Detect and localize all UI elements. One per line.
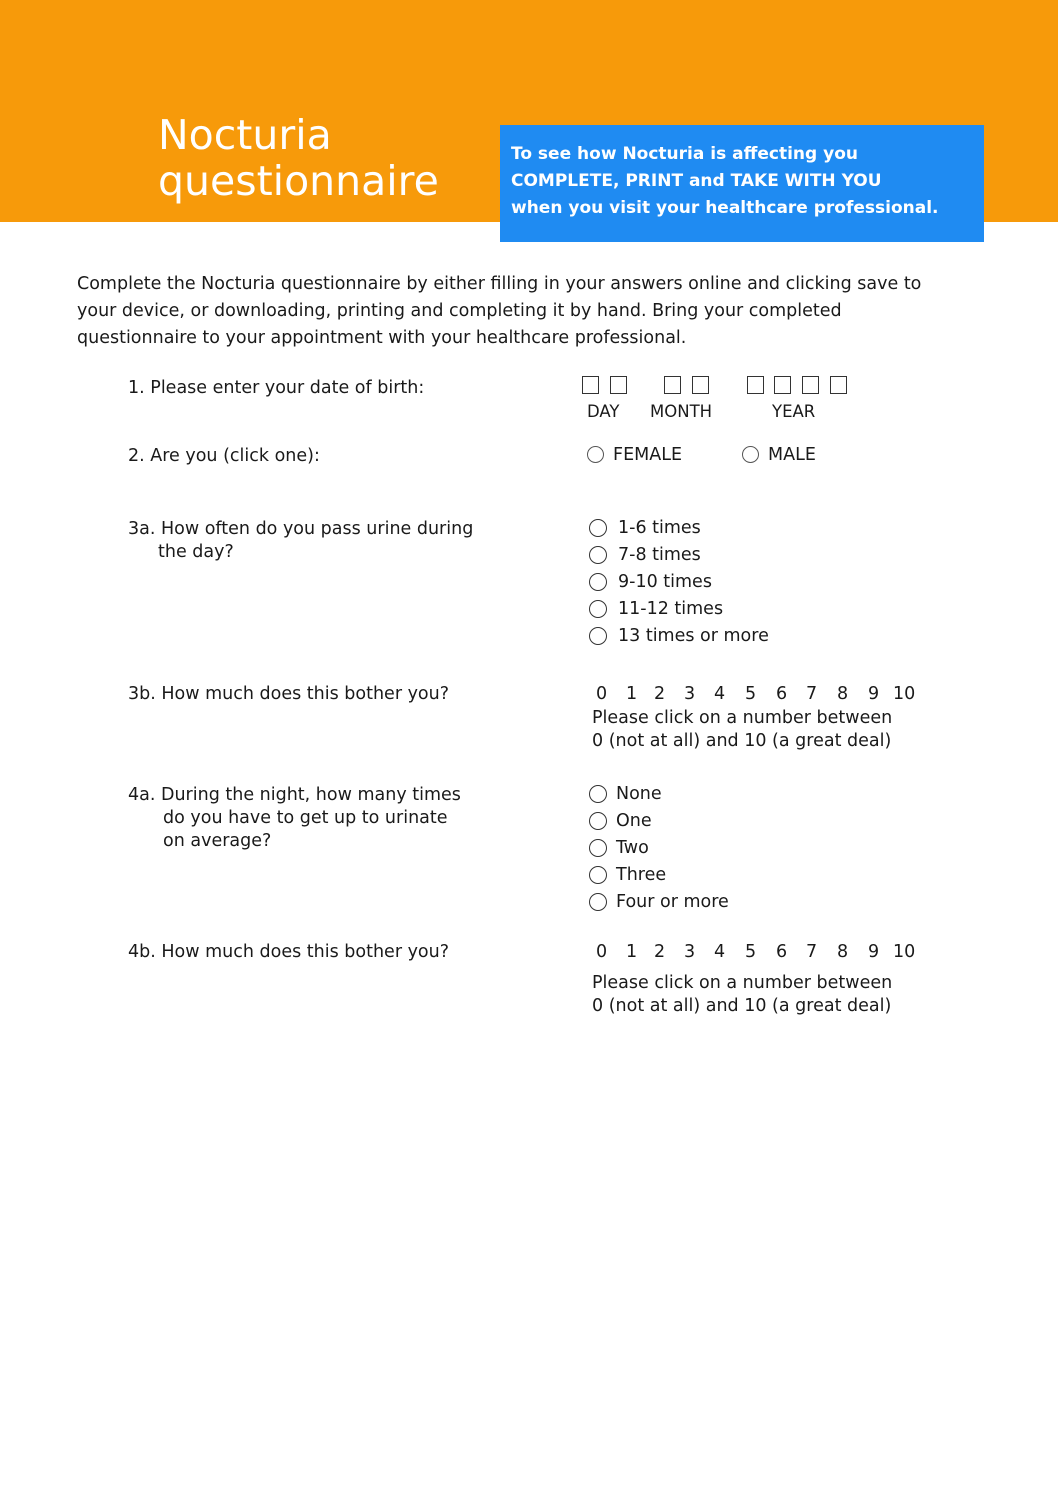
q4a-radio-three[interactable] [589,866,607,884]
q4a-radio-one[interactable] [589,812,607,830]
q4a-label-line-1: 4a. During the night, how many times [128,785,461,805]
q3b-hint-line-2: 0 (not at all) and 10 (a great deal) [592,731,892,751]
q4a-radio-two[interactable] [589,839,607,857]
dob-year-digit-3[interactable] [802,376,819,394]
q3b-scale-1[interactable]: 1 [626,684,638,704]
q3a-option-label: 11-12 times [618,599,724,619]
q4b-hint-line-2: 0 (not at all) and 10 (a great deal) [592,996,892,1016]
q3b-hint-line-1: Please click on a number between [592,708,893,728]
male-radio[interactable] [742,446,759,463]
q4a-label-line-3: on average? [163,831,272,851]
q3a-label-line-1: 3a. How often do you pass urine during [128,519,474,539]
q4a-radio-none[interactable] [589,785,607,803]
q3a-label-line-2: the day? [158,542,234,562]
intro-line: questionnaire to your appointment with your healthcare professional. [77,328,687,348]
female-radio[interactable] [587,446,604,463]
q3a-radio-9-10[interactable] [589,573,607,591]
q4b-scale-8[interactable]: 8 [837,942,849,962]
dob-month-digit-1[interactable] [664,376,681,394]
q4b-scale-2[interactable]: 2 [654,942,666,962]
q4a-label [128,784,461,853]
q4a-option-label: Two [616,838,649,858]
q3b-scale-6[interactable]: 6 [776,684,788,704]
q4b-scale-10[interactable]: 10 [893,942,916,962]
dob-year-digit-1[interactable] [747,376,764,394]
year-label: YEAR [772,402,816,421]
q4b-scale-3[interactable]: 3 [684,942,696,962]
q1-label: 1. Please enter your date of birth: [128,378,425,398]
q4b-label: 4b. How much does this bother you? [128,942,450,962]
q3a-radio-11-12[interactable] [589,600,607,618]
q3b-scale-4[interactable]: 4 [714,684,726,704]
q4b-scale-0[interactable]: 0 [596,942,608,962]
q3b-scale-9[interactable]: 9 [868,684,880,704]
q3b-scale-0[interactable]: 0 [596,684,608,704]
instruction-callout [500,125,984,242]
q3b-scale-10[interactable]: 10 [893,684,916,704]
day-label: DAY [587,402,620,421]
dob-year-digit-4[interactable] [830,376,847,394]
male-option-label: MALE [768,445,816,465]
q4a-option-label: Three [616,865,667,885]
q3a-option-label: 9-10 times [618,572,712,592]
q4a-option-label: Four or more [616,892,729,912]
q3b-scale-7[interactable]: 7 [806,684,818,704]
q3b-scale-3[interactable]: 3 [684,684,696,704]
q3a-radio-1-6[interactable] [589,519,607,537]
q4b-scale-6[interactable]: 6 [776,942,788,962]
title-line-2: questionnaire [158,157,439,205]
q3a-option-label: 7-8 times [618,545,701,565]
q4a-option-label: One [616,811,652,831]
q2-label: 2. Are you (click one): [128,446,320,466]
dob-day-digit-2[interactable] [610,376,627,394]
q4a-radio-four-plus[interactable] [589,893,607,911]
q3a-radio-7-8[interactable] [589,546,607,564]
intro-line: Complete the Nocturia questionnaire by either filling in your answers online and clicking save to [77,274,922,294]
q3a-label [128,518,473,564]
q3a-option-label: 13 times or more [618,626,769,646]
q4b-hint-line-1: Please click on a number between [592,973,893,993]
q4b-scale-7[interactable]: 7 [806,942,818,962]
q3b-scale-8[interactable]: 8 [837,684,849,704]
q3b-label: 3b. How much does this bother you? [128,684,450,704]
title-line-1: Nocturia [158,111,332,159]
callout-line: COMPLETE, PRINT and TAKE WITH YOU [511,171,882,191]
q4b-scale-4[interactable]: 4 [714,942,726,962]
q4a-option-label: None [616,784,662,804]
q4b-scale-1[interactable]: 1 [626,942,638,962]
q4b-scale-9[interactable]: 9 [868,942,880,962]
callout-line: To see how Nocturia is affecting you [511,144,858,164]
q4b-scale-5[interactable]: 5 [745,942,757,962]
intro-paragraph [77,271,997,352]
dob-day-digit-1[interactable] [582,376,599,394]
q3b-scale-2[interactable]: 2 [654,684,666,704]
q3a-option-label: 1-6 times [618,518,701,538]
dob-year-digit-2[interactable] [774,376,791,394]
callout-line: when you visit your healthcare professional. [511,198,939,218]
q3a-radio-13-plus[interactable] [589,627,607,645]
q4a-label-line-2: do you have to get up to urinate [163,808,448,828]
dob-month-digit-2[interactable] [692,376,709,394]
month-label: MONTH [650,402,713,421]
page-title [158,112,488,204]
female-option-label: FEMALE [613,445,683,465]
q3b-scale-5[interactable]: 5 [745,684,757,704]
intro-line: your device, or downloading, printing and completing it by hand. Bring your completed [77,301,842,321]
